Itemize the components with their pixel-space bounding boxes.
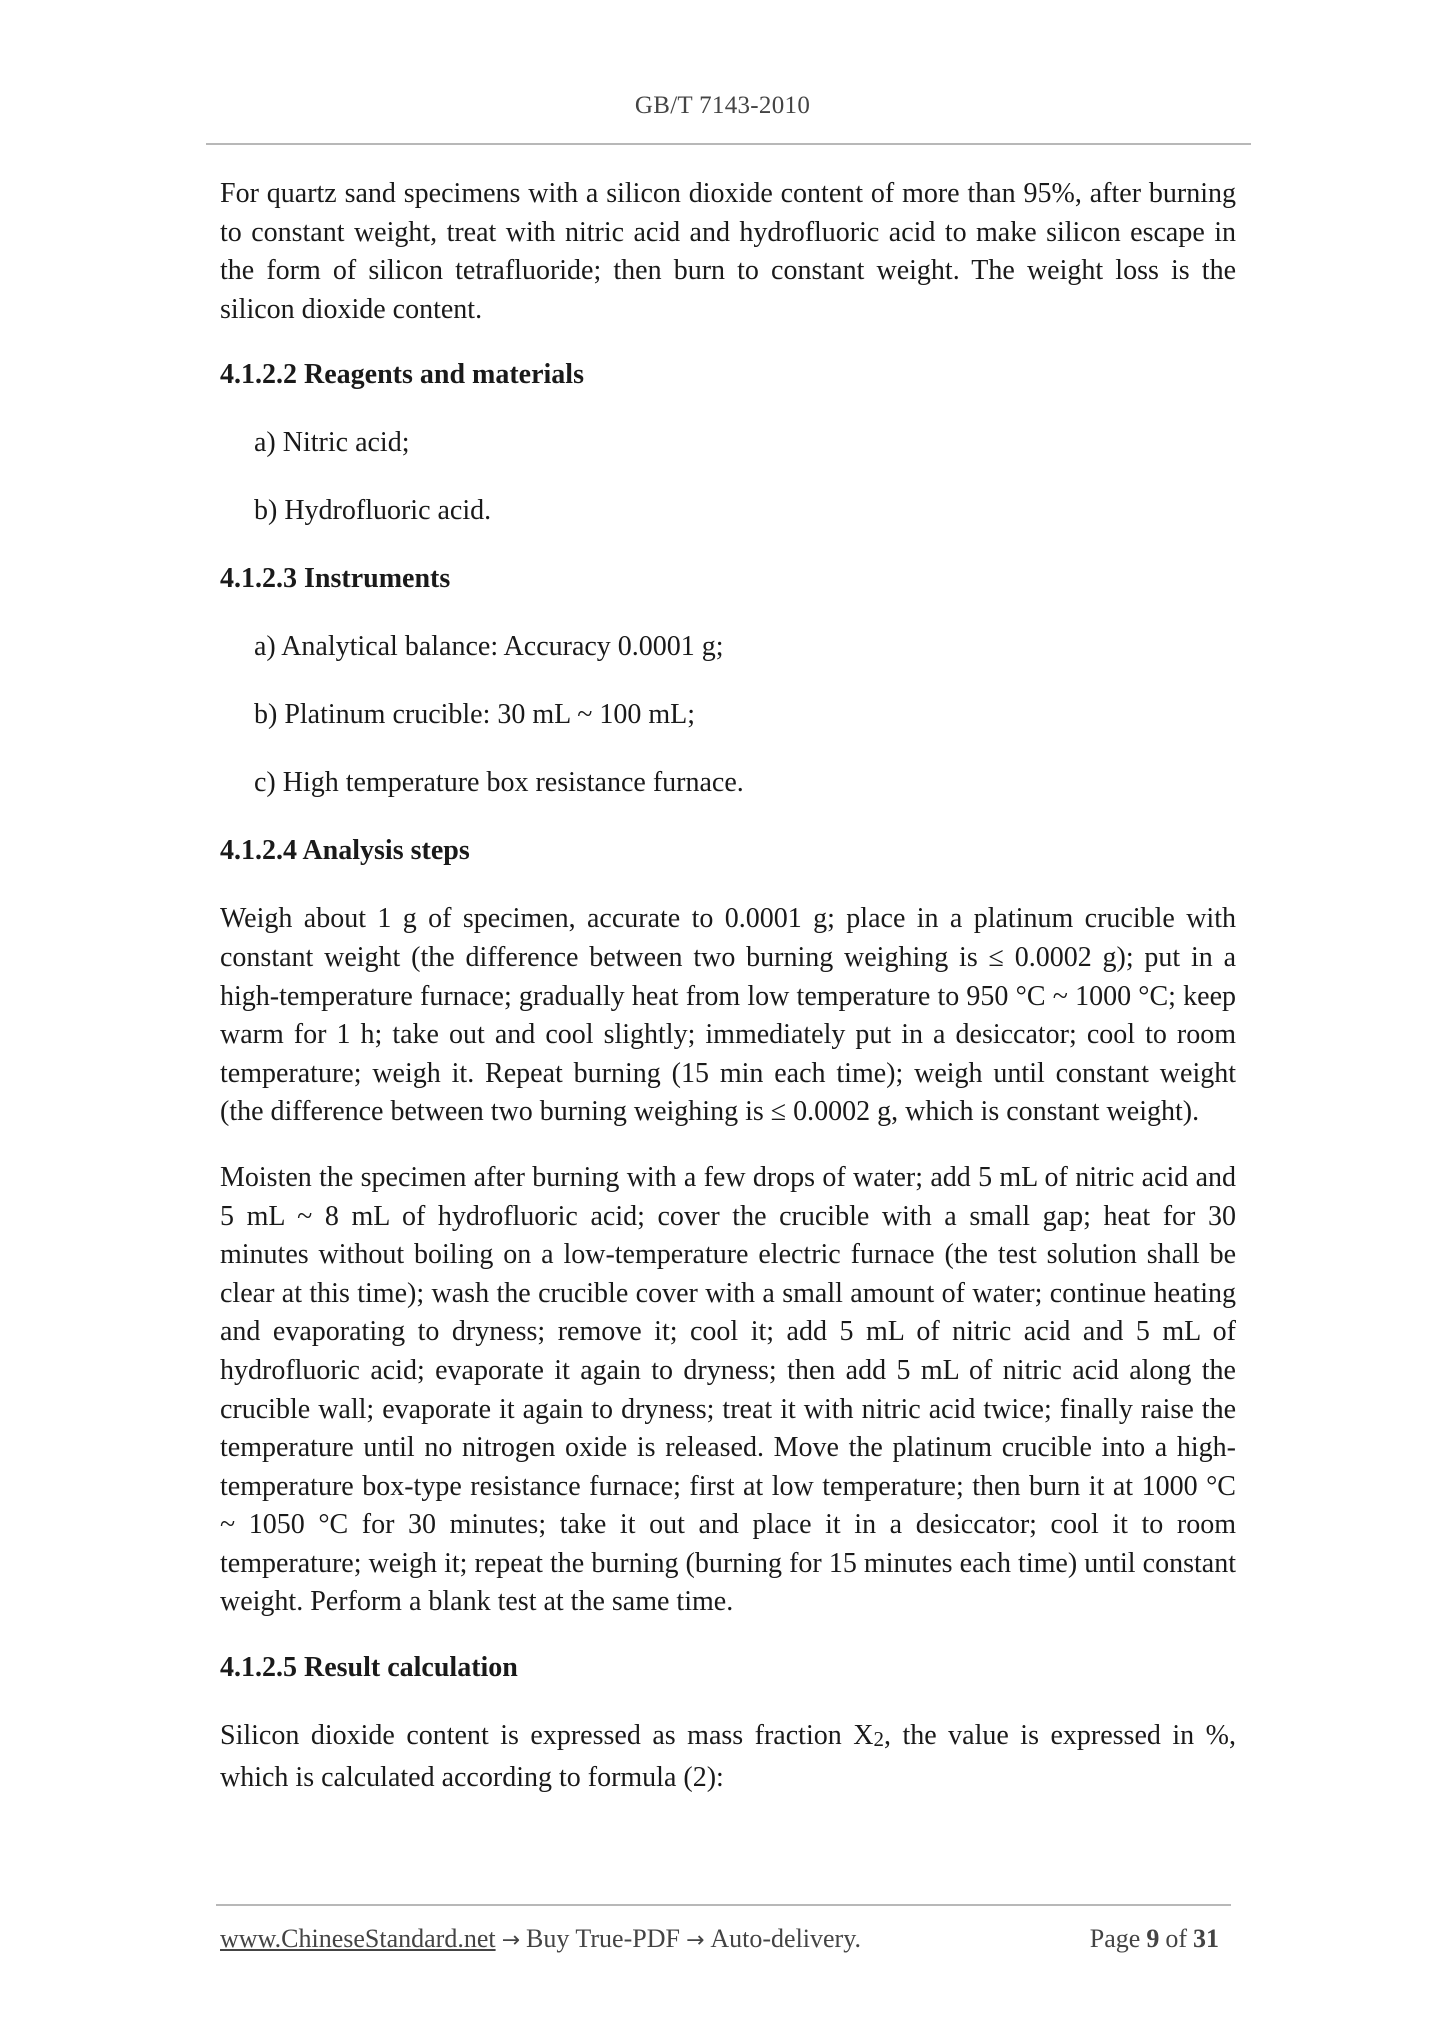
section-heading-instruments: 4.1.2.3 Instruments: [220, 563, 451, 595]
list-item-platinum-crucible: b) Platinum crucible: 30 mL ~ 100 mL;: [254, 699, 696, 731]
total-pages-number: 31: [1193, 1924, 1219, 1953]
current-page-number: 9: [1146, 1924, 1160, 1953]
analysis-steps-paragraph-1: Weigh about 1 g of specimen, accurate to 0.0001 g; place in a platinum crucible with constant weight (the difference between two burning weighing is ≤ 0.0002 g); put in a high-temperature furnace; gradually heat from low temperature to 950 °C ~ 1000 °C; keep warm for 1 h; take out and cool slightly; immediately put in a desiccator; cool to room temperature; weigh it. Repeat burning (15 min each time); weigh until constant weight (the difference between two burning weighing is ≤ 0.0002 g, which is constant weight).: [220, 903, 1236, 1128]
chinese-standard-link[interactable]: www.ChineseStandard.net: [220, 1924, 496, 1953]
section-heading-reagents: 4.1.2.2 Reagents and materials: [220, 359, 584, 391]
list-item-furnace: c) High temperature box resistance furnace.: [254, 767, 744, 799]
section-heading-result-calculation: 4.1.2.5 Result calculation: [220, 1652, 518, 1684]
list-item-nitric-acid: a) Nitric acid;: [254, 427, 410, 459]
page-indicator: [1090, 1924, 1225, 1954]
arrow-right-icon: →: [501, 1928, 521, 1953]
mass-fraction-subscript: 2: [873, 1727, 884, 1752]
analysis-steps-paragraph-2: Moisten the specimen after burning with a few drops of water; add 5 mL of nitric acid and 5 mL ~ 8 mL of hydrofluoric acid; cover the crucible with a small gap; heat for 30 minutes without boiling on a low-temperature electric furnace (the test solution shall be clear at this time); wash the crucible cover with a small amount of water; continue heating and evaporating to dryness; remove it; cool it; add 5 mL of nitric acid and 5 mL of hydrofluoric acid; evaporate it again to dryness; then add 5 mL of nitric acid along the crucible wall; evaporate it again to dryness; treat it with nitric acid twice; finally raise the temperature until no nitrogen oxide is released. Move the platinum crucible into a high-temperature box-type resistance furnace; first at low temperature; then burn it at 1000 °C ~ 1050 °C for 30 minutes; take it out and place it in a desiccator; cool it to room temperature; weigh it; repeat the burning (burning for 15 minutes each time) until constant weight. Perform a blank test at the same time.: [220, 1161, 1236, 1618]
result-text-before: Silicon dioxide content is expressed as mass fraction X: [220, 1720, 874, 1752]
result-text-after: , the value is expressed in %, which is calculated according to formula (2):: [220, 1720, 1236, 1793]
page-label: Page: [1089, 1924, 1141, 1953]
intro-paragraph: For quartz sand specimens with a silicon dioxide content of more than 95%, after burning to constant weight, treat with nitric acid and hydrofluoric acid to make silicon escape in the form of silicon tetrafluoride; then burn to constant weight. The weight loss is the silicon dioxide content.: [220, 178, 1236, 325]
arrow-right-icon: →: [685, 1928, 705, 1953]
of-label: of: [1165, 1924, 1187, 1953]
buy-true-pdf-text: Buy True-PDF: [526, 1924, 680, 1953]
list-item-analytical-balance: a) Analytical balance: Accuracy 0.0001 g;: [254, 631, 724, 663]
list-item-hydrofluoric-acid: b) Hydrofluoric acid.: [254, 495, 492, 527]
document-body: [220, 175, 1236, 1824]
footer-divider: [216, 1904, 1231, 1906]
result-calculation-paragraph: [220, 1717, 1236, 1797]
header-divider: [206, 143, 1251, 145]
footer-promo: [220, 1924, 861, 1954]
section-heading-analysis-steps: 4.1.2.4 Analysis steps: [220, 835, 470, 867]
auto-delivery-text: Auto-delivery.: [710, 1924, 862, 1953]
document-id-header: GB/T 7143-2010: [634, 92, 811, 119]
